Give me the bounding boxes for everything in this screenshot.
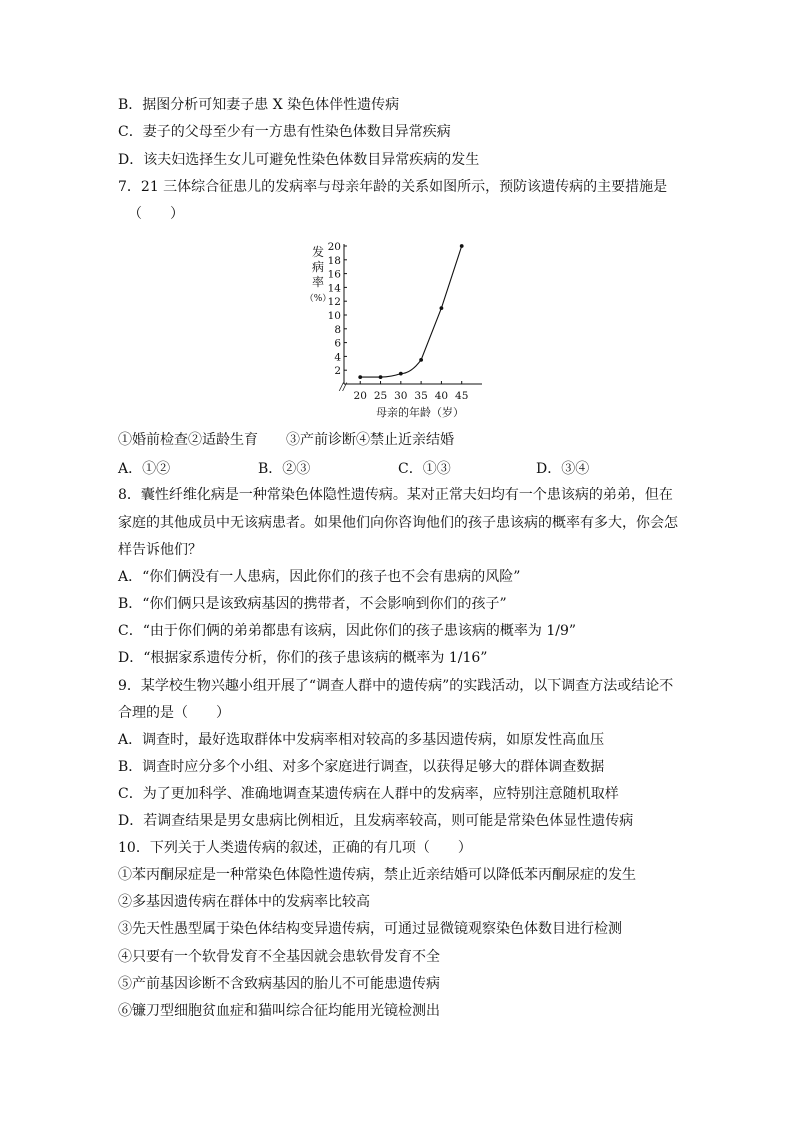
- y-tick-label: 18: [327, 254, 341, 267]
- y-tick-label: 4: [334, 351, 341, 364]
- x-axis-label: 母亲的年龄（岁）: [376, 406, 464, 419]
- q7-option-b: B．②③: [258, 461, 311, 477]
- incidence-vs-maternal-age-chart: [300, 238, 500, 422]
- x-tick-label: 40: [434, 390, 449, 402]
- x-tick-label: 25: [373, 390, 388, 402]
- q7-option-d: D．③④: [536, 461, 590, 477]
- y-tick-label: 2: [334, 365, 341, 378]
- q9-stem-line2: 合理的是（ ）: [118, 705, 230, 721]
- q8-stem-line3: 样告诉他们？: [118, 542, 202, 558]
- x-tick-label: 30: [394, 390, 408, 402]
- y-tick-label: 6: [334, 337, 341, 350]
- q10-item-2: ②多基因遗传病在群体中的发病率比较高: [118, 894, 370, 910]
- data-point: [358, 375, 362, 379]
- x-tick-label: 45: [455, 390, 469, 402]
- y-tick-label: 14: [327, 282, 341, 295]
- q8-option-a: A．“你们俩没有一人患病，因此你们的孩子也不会有患病的风险”: [118, 569, 521, 585]
- data-point: [419, 358, 423, 362]
- data-point: [460, 244, 464, 248]
- q10-item-4: ④只要有一个软骨发育不全基因就会患软骨发育不全: [118, 949, 440, 965]
- y-axis-label-char: 病: [311, 260, 325, 274]
- q10-stem: 10．下列关于人类遗传病的叙述，正确的有几项（ ）: [118, 840, 472, 856]
- x-tick-label: 35: [414, 390, 428, 402]
- incidence-curve: [360, 246, 461, 377]
- y-tick-label: 12: [327, 296, 341, 309]
- chart-axes: [344, 244, 482, 384]
- q7-stem-line1: 7．21 三体综合征患儿的发病率与母亲年龄的关系如图所示，预防该遗传病的主要措施是: [118, 179, 668, 195]
- data-point: [399, 372, 403, 376]
- q7-option-a: A．①②: [118, 461, 171, 477]
- q7-items: ①婚前检查②适龄生育 ③产前诊断④禁止近亲结婚: [118, 432, 454, 448]
- data-point: [440, 306, 444, 310]
- q9-option-b: B．调查时应分多个小组、对多个家庭进行调查，以获得足够大的群体调查数据: [118, 759, 605, 775]
- q8-option-d: D．“根据家系遗传分析，你们的孩子患该病的概率为 1/16”: [118, 650, 488, 666]
- q9-option-c: C．为了更加科学、准确地调查某遗传病在人群中的发病率，应特别注意随机取样: [118, 786, 619, 802]
- axis-break-mark: //: [339, 382, 347, 393]
- q7-option-c: C．①③: [398, 461, 451, 477]
- q8-option-c: C．“由于你们俩的弟弟都患有该病，因此你们的孩子患该病的概率为 1/9”: [118, 623, 577, 639]
- q6-option-b: B．据图分析可知妻子患 X 染色体伴性遗传病: [118, 97, 400, 113]
- q6-option-d: D．该夫妇选择生女儿可避免性染色体数目异常疾病的发生: [118, 152, 480, 168]
- q10-item-6: ⑥镰刀型细胞贫血症和猫叫综合征均能用光镜检测出: [118, 1003, 440, 1019]
- q8-stem-line1: 8．囊性纤维化病是一种常染色体隐性遗传病。某对正常夫妇均有一个患该病的弟弟，但在: [118, 487, 673, 503]
- y-axis-label-char: 率: [311, 275, 325, 289]
- x-tick-label: 20: [353, 390, 367, 402]
- incidence-series: [358, 244, 463, 379]
- q8-stem-line2: 家庭的其他成员中无该病患者。如果他们向你咨询他们的孩子患该病的概率有多大，你会怎: [118, 515, 678, 531]
- q6-option-c: C．妻子的父母至少有一方患有性染色体数目异常疾病: [118, 124, 451, 140]
- q7-answer-blank: （ ）: [128, 206, 184, 222]
- q10-item-5: ⑤产前基因诊断不含致病基因的胎儿不可能患遗传病: [118, 976, 440, 992]
- q8-option-b: B．“你们俩只是该致病基因的携带者，不会影响到你们的孩子”: [118, 596, 507, 612]
- q10-item-1: ①苯丙酮尿症是一种常染色体隐性遗传病，禁止近亲结婚可以降低苯丙酮尿症的发生: [118, 867, 636, 883]
- data-point: [379, 375, 383, 379]
- y-tick-label: 16: [327, 268, 341, 281]
- q9-option-d: D．若调查结果是男女患病比例相近，且发病率较高，则可能是常染色体显性遗传病: [118, 813, 634, 829]
- q10-item-3: ③先天性愚型属于染色体结构变异遗传病，可通过显微镜观察染色体数目进行检测: [118, 921, 622, 937]
- y-axis-label-char: （%）: [304, 294, 332, 304]
- q9-stem-line1: 9．某学校生物兴趣小组开展了“调查人群中的遗传病”的实践活动，以下调查方法或结论不: [118, 678, 674, 694]
- y-tick-label: 20: [327, 241, 341, 253]
- y-tick-label: 8: [334, 323, 341, 336]
- q9-option-a: A．调查时，最好选取群体中发病率相对较高的多基因遗传病，如原发性高血压: [118, 732, 605, 748]
- y-tick-label: 10: [327, 310, 341, 322]
- y-axis-label-char: 发: [311, 245, 325, 259]
